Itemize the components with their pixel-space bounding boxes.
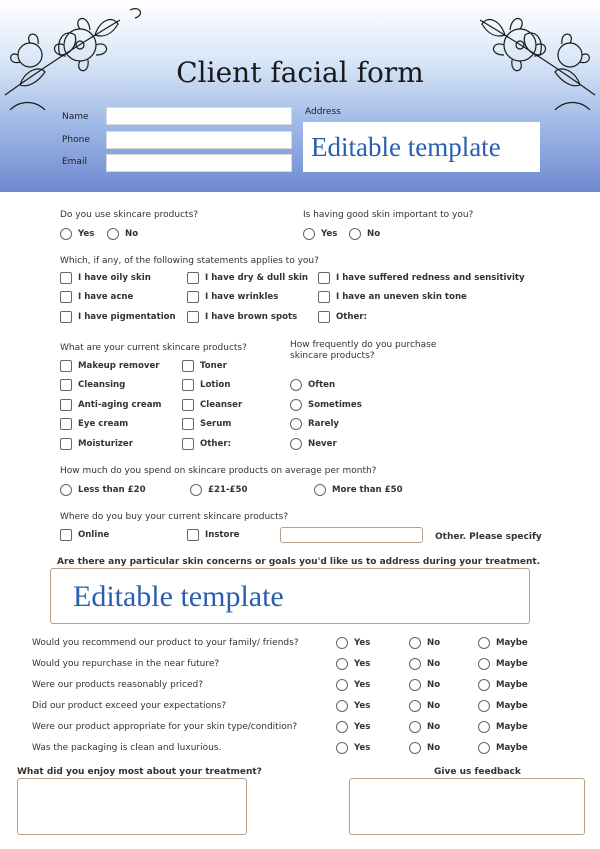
statement-brown-spots[interactable]: [187, 311, 297, 323]
option-label: Yes: [354, 659, 371, 669]
product-lotion[interactable]: [182, 379, 230, 391]
radio-icon: [336, 700, 348, 712]
question-frequency-line2: skincare products?: [290, 351, 375, 361]
option-label: No: [427, 722, 441, 732]
radio-icon: [478, 637, 490, 649]
radio-icon: [190, 484, 202, 496]
option-label: I have oily skin: [78, 273, 151, 283]
statement-other[interactable]: [318, 311, 367, 323]
where-online[interactable]: [60, 529, 109, 541]
option-label: Yes: [354, 743, 371, 753]
option-label: Makeup remover: [78, 361, 160, 371]
product-other[interactable]: [182, 438, 231, 450]
radio-icon: [478, 742, 490, 754]
option-label: £21-£50: [208, 485, 248, 495]
checkbox-icon: [187, 291, 199, 303]
survey-option-no[interactable]: [409, 637, 440, 649]
checkbox-icon: [60, 360, 72, 372]
radio-icon: [409, 700, 421, 712]
survey-option-maybe[interactable]: [478, 700, 528, 712]
option-label: I have suffered redness and sensitivity: [336, 273, 525, 283]
product-makeup-remover[interactable]: [60, 360, 160, 372]
spend-more-50[interactable]: [314, 484, 403, 496]
option-label: Serum: [200, 419, 232, 429]
radio-icon: [303, 228, 315, 240]
survey-option-yes[interactable]: [336, 700, 370, 712]
option-label: Sometimes: [308, 400, 362, 410]
enjoy-textarea[interactable]: [17, 778, 247, 835]
checkbox-icon: [60, 418, 72, 430]
frequency-rarely[interactable]: [290, 418, 339, 430]
option-label: Maybe: [496, 659, 528, 669]
option-label: Cleansing: [78, 380, 126, 390]
statement-oily[interactable]: [60, 272, 151, 284]
question-where: Where do you buy your current skincare products?: [60, 512, 289, 522]
product-cleanser[interactable]: [182, 399, 242, 411]
option-label: I have an uneven skin tone: [336, 292, 467, 302]
feedback-textarea[interactable]: [349, 778, 585, 835]
radio-icon: [478, 721, 490, 733]
product-toner[interactable]: [182, 360, 227, 372]
question-spend: How much do you spend on skincare products on average per month?: [60, 466, 377, 476]
radio-icon: [409, 679, 421, 691]
spend-21-50[interactable]: [190, 484, 247, 496]
checkbox-icon: [60, 291, 72, 303]
option-label: No: [427, 638, 441, 648]
radio-icon: [409, 637, 421, 649]
question-frequency-line1: How frequently do you purchase: [290, 340, 437, 350]
radio-icon: [336, 658, 348, 670]
name-label: Name: [62, 112, 89, 122]
radio-icon: [60, 484, 72, 496]
survey-option-yes[interactable]: [336, 721, 370, 733]
product-eye-cream[interactable]: [60, 418, 128, 430]
question-good-skin: Is having good skin important to you?: [303, 210, 474, 220]
radio-icon: [478, 700, 490, 712]
option-label: I have acne: [78, 292, 134, 302]
statement-pigmentation[interactable]: [60, 311, 176, 323]
checkbox-icon: [318, 311, 330, 323]
radio-icon: [336, 637, 348, 649]
statement-acne[interactable]: [60, 291, 133, 303]
option-label: I have wrinkles: [205, 292, 279, 302]
radio-icon: [107, 228, 119, 240]
radio-icon: [349, 228, 361, 240]
option-label: Less than £20: [78, 485, 146, 495]
option-label: No: [427, 701, 441, 711]
survey-option-maybe[interactable]: [478, 637, 528, 649]
where-instore[interactable]: [187, 529, 240, 541]
good-skin-no[interactable]: [349, 228, 380, 240]
option-label: Never: [308, 439, 337, 449]
option-label: Cleanser: [200, 400, 243, 410]
concerns-textarea[interactable]: Editable template: [50, 568, 530, 624]
checkbox-icon: [182, 438, 194, 450]
survey-question: Did our product exceed your expectations?: [32, 701, 227, 711]
option-label: Maybe: [496, 680, 528, 690]
checkbox-icon: [182, 379, 194, 391]
radio-icon: [409, 721, 421, 733]
survey-option-yes[interactable]: [336, 679, 370, 691]
where-other-label: Other. Please specify: [435, 532, 542, 542]
good-skin-yes[interactable]: [303, 228, 337, 240]
checkbox-icon: [318, 291, 330, 303]
survey-option-no[interactable]: [409, 721, 440, 733]
survey-option-maybe[interactable]: [478, 658, 528, 670]
radio-icon: [478, 658, 490, 670]
survey-question: Would you repurchase in the near future?: [32, 659, 220, 669]
address-field[interactable]: Editable template: [303, 122, 540, 172]
option-label: Instore: [205, 530, 240, 540]
radio-icon: [478, 679, 490, 691]
statement-dry[interactable]: [187, 272, 308, 284]
option-label: I have pigmentation: [78, 312, 176, 322]
survey-option-no[interactable]: [409, 742, 440, 754]
option-label: Eye cream: [78, 419, 129, 429]
option-label: Yes: [321, 229, 338, 239]
question-statements: Which, if any, of the following statements applies to you?: [60, 256, 319, 266]
phone-label: Phone: [62, 135, 90, 145]
option-label: Other:: [336, 312, 368, 322]
page-title: Client facial form: [176, 56, 424, 89]
survey-question: Were our product appropriate for your skin type/condition?: [32, 722, 298, 732]
statement-uneven[interactable]: [318, 291, 467, 303]
product-serum[interactable]: [182, 418, 231, 430]
radio-icon: [336, 679, 348, 691]
checkbox-icon: [60, 399, 72, 411]
checkbox-icon: [60, 311, 72, 323]
survey-option-no[interactable]: [409, 679, 440, 691]
option-label: Maybe: [496, 701, 528, 711]
radio-icon: [290, 399, 302, 411]
checkbox-icon: [182, 399, 194, 411]
email-label: Email: [62, 157, 87, 167]
option-label: No: [427, 680, 441, 690]
question-concerns: Are there any particular skin concerns or goals you'd like us to address during your treatment.: [57, 557, 541, 567]
checkbox-icon: [187, 529, 199, 541]
option-label: Toner: [200, 361, 227, 371]
radio-icon: [290, 418, 302, 430]
option-label: Other:: [200, 439, 232, 449]
option-label: Yes: [354, 680, 371, 690]
option-label: Yes: [354, 638, 371, 648]
survey-option-maybe[interactable]: [478, 679, 528, 691]
radio-icon: [336, 721, 348, 733]
frequency-never[interactable]: [290, 438, 337, 450]
radio-icon: [290, 438, 302, 450]
radio-icon: [336, 742, 348, 754]
checkbox-icon: [318, 272, 330, 284]
radio-icon: [60, 228, 72, 240]
option-label: Rarely: [308, 419, 340, 429]
survey-question: Would you recommend our product to your family/ friends?: [32, 638, 299, 648]
option-label: Maybe: [496, 638, 528, 648]
product-moisturizer[interactable]: [60, 438, 133, 450]
name-field[interactable]: [106, 107, 292, 125]
checkbox-icon: [60, 272, 72, 284]
option-label: Yes: [354, 722, 371, 732]
checkbox-icon: [60, 438, 72, 450]
survey-option-yes[interactable]: [336, 742, 370, 754]
option-label: Yes: [78, 229, 95, 239]
skincare-use-no[interactable]: [107, 228, 138, 240]
radio-icon: [409, 658, 421, 670]
question-current-products: What are your current skincare products?: [60, 343, 247, 353]
survey-option-no[interactable]: [409, 658, 440, 670]
checkbox-icon: [187, 311, 199, 323]
skincare-use-yes[interactable]: [60, 228, 94, 240]
survey-question: Was the packaging is clean and luxurious.: [32, 743, 222, 753]
option-label: Online: [78, 530, 110, 540]
option-label: No: [367, 229, 381, 239]
email-field[interactable]: [106, 154, 292, 172]
checkbox-icon: [60, 529, 72, 541]
feedback-label: Give us feedback: [434, 767, 521, 777]
radio-icon: [409, 742, 421, 754]
option-label: Moisturizer: [78, 439, 133, 449]
phone-field[interactable]: [106, 131, 292, 149]
survey-question: Were our products reasonably priced?: [32, 680, 204, 690]
survey-option-yes[interactable]: [336, 658, 370, 670]
option-label: Yes: [354, 701, 371, 711]
checkbox-icon: [60, 379, 72, 391]
checkbox-icon: [182, 418, 194, 430]
product-anti-aging[interactable]: [60, 399, 161, 411]
frequency-sometimes[interactable]: [290, 399, 362, 411]
option-label: No: [427, 743, 441, 753]
survey-option-yes[interactable]: [336, 637, 370, 649]
survey-option-no[interactable]: [409, 700, 440, 712]
radio-icon: [290, 379, 302, 391]
option-label: I have brown spots: [205, 312, 298, 322]
statement-redness[interactable]: [318, 272, 525, 284]
option-label: Lotion: [200, 380, 231, 390]
option-label: More than £50: [332, 485, 403, 495]
survey-option-maybe[interactable]: [478, 721, 528, 733]
question-skincare-use: Do you use skincare products?: [60, 210, 199, 220]
option-label: Often: [308, 380, 336, 390]
checkbox-icon: [187, 272, 199, 284]
enjoy-label: What did you enjoy most about your treatment?: [17, 767, 262, 777]
option-label: Maybe: [496, 743, 528, 753]
option-label: Maybe: [496, 722, 528, 732]
frequency-often[interactable]: [290, 379, 335, 391]
radio-icon: [314, 484, 326, 496]
address-label: Address: [305, 107, 341, 117]
product-cleansing[interactable]: [60, 379, 125, 391]
spend-less-20[interactable]: [60, 484, 146, 496]
checkbox-icon: [182, 360, 194, 372]
survey-option-maybe[interactable]: [478, 742, 528, 754]
option-label: No: [427, 659, 441, 669]
option-label: No: [125, 229, 139, 239]
option-label: Anti-aging cream: [78, 400, 162, 410]
statement-wrinkles[interactable]: [187, 291, 278, 303]
where-other-input[interactable]: [280, 527, 423, 543]
option-label: I have dry & dull skin: [205, 273, 309, 283]
